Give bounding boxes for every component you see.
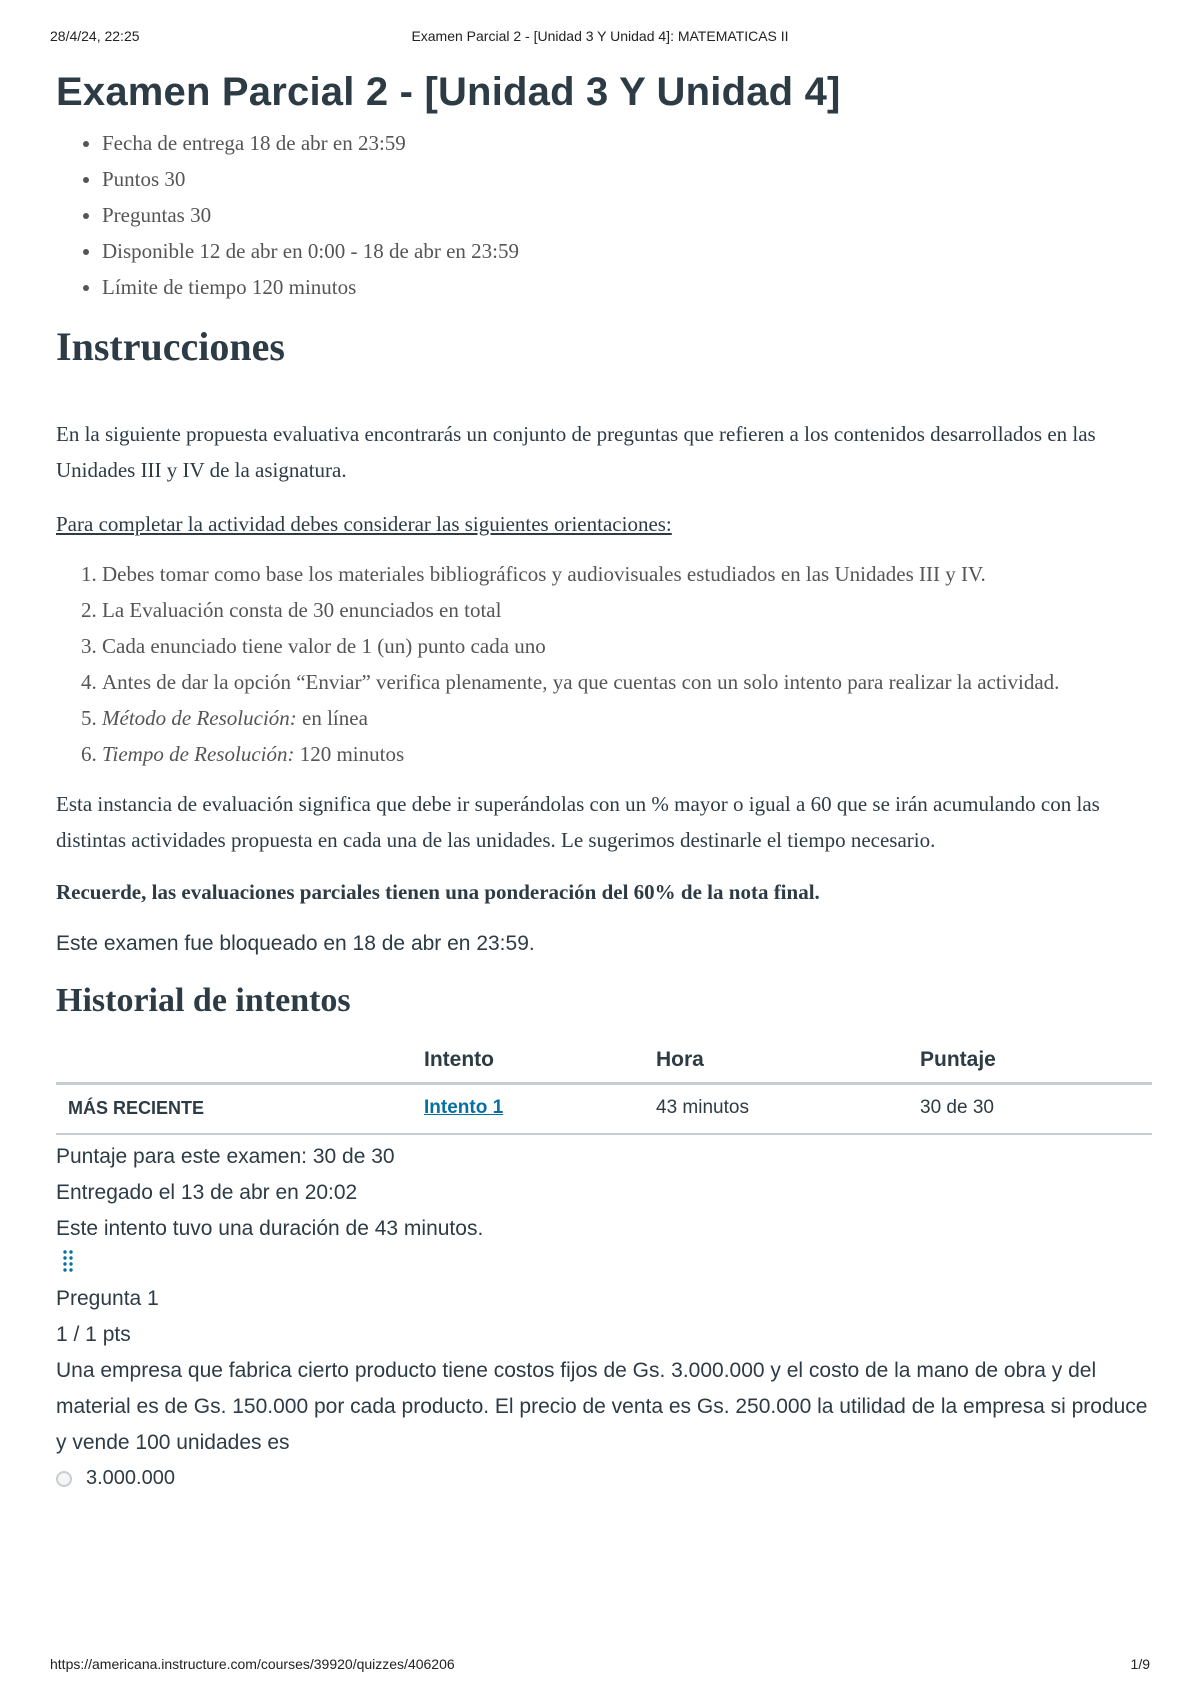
print-datetime: 28/4/24, 22:25 (50, 28, 140, 44)
answer-label: 3.000.000 (86, 1467, 175, 1489)
most-recent-label: MÁS RECIENTE (56, 1084, 412, 1135)
quiz-score: Puntaje para este examen: 30 de 30 (56, 1145, 395, 1168)
method-label: Método de Resolución: (102, 706, 297, 730)
question-text: Una empresa que fabrica cierto producto tiene costos fijos de Gs. 3.000.000 y el costo de la mano de obra y del material es de Gs. 150.000 por cada producto. El precio de venta es Gs. 250.000 la utilidad de la empresa si produce y vende 100 unidades es (56, 1359, 1148, 1454)
time-label: Tiempo de Resolución: (102, 742, 295, 766)
orientation-item: 2. La Evaluación consta de 30 enunciados en total (102, 592, 1156, 628)
orientation-item-time (102, 736, 1156, 772)
print-page-number: 1/9 (1130, 1656, 1150, 1672)
detail-available: • Disponible 12 de abr en 0:00 - 18 de abr en 23:59 (102, 233, 1156, 269)
print-page-title: Examen Parcial 2 - [Unidad 3 Y Unidad 4]: MATEMATICAS II (411, 28, 789, 44)
attempt-cell (412, 1084, 644, 1135)
attempts-table (56, 1042, 1152, 1135)
quiz-details-list (56, 125, 1156, 305)
instructions-heading: Instrucciones (56, 324, 285, 369)
column-header-time: Hora (644, 1042, 908, 1084)
method-value: en línea (296, 706, 368, 730)
column-header-label (56, 1042, 412, 1084)
orientations-list (56, 556, 1156, 772)
weighting-note: Recuerde, las evaluaciones parciales tienen una ponderación del 60% de la nota final. (56, 880, 820, 904)
quiz-title: Examen Parcial 2 - [Unidad 3 Y Unidad 4] (56, 70, 841, 114)
detail-due-date: • Fecha de entrega 18 de abr en 23:59 (102, 125, 1156, 161)
detail-questions: • Preguntas 30 (102, 197, 1156, 233)
attempt-link[interactable]: Intento 1 (424, 1097, 504, 1118)
orientations-heading: Para completar la actividad debes considerar las siguientes orientaciones: (56, 512, 672, 536)
detail-points: • Puntos 30 (102, 161, 1156, 197)
answer-option[interactable] (56, 1467, 1156, 1490)
print-url: https://americana.instructure.com/courses/39920/quizzes/406206 (50, 1656, 455, 1672)
submitted-date: Entregado el 13 de abr en 20:02 (56, 1181, 358, 1204)
question-number: Pregunta 1 (56, 1287, 159, 1310)
locked-note: Este examen fue bloqueado en 18 de abr en 23:59. (56, 932, 535, 955)
radio-icon[interactable] (56, 1471, 72, 1487)
instructions-intro: En la siguiente propuesta evaluativa encontrarás un conjunto de preguntas que refieren a los contenidos desarrollados en las Unidades III y IV de la asignatura. (56, 422, 1096, 482)
quiz-content (56, 70, 1156, 1490)
print-header (50, 28, 1150, 48)
attempts-header-row (56, 1042, 1152, 1084)
question-block (56, 1281, 1156, 1490)
time-value: 120 minutos (294, 742, 405, 766)
history-heading: Historial de intentos (56, 982, 351, 1019)
orientation-item: 3. Cada enunciado tiene valor de 1 (un) punto cada uno (102, 628, 1156, 664)
detail-time-limit: • Límite de tiempo 120 minutos (102, 269, 1156, 305)
evaluation-paragraph: Esta instancia de evaluación significa que debe ir superándolas con un % mayor o igual a 60 que se irán acumulando con las distintas actividades propuesta en cada una de las unidades. Le sugerimos destinarle el tiempo necesario. (56, 792, 1100, 852)
table-row (56, 1084, 1152, 1135)
drag-handle-icon[interactable] (56, 1249, 1156, 1281)
attempt-summary (56, 1139, 1156, 1247)
question-points: 1 / 1 pts (56, 1323, 131, 1346)
print-footer (50, 1656, 1150, 1676)
time-cell: 43 minutos (644, 1084, 908, 1135)
column-header-attempt: Intento (412, 1042, 644, 1084)
orientation-item: 1. Debes tomar como base los materiales bibliográficos y audiovisuales estudiados en las Unidades III y IV. (102, 556, 1156, 592)
orientation-item: 4. Antes de dar la opción “Enviar” verifica plenamente, ya que cuentas con un solo intento para realizar la actividad. (102, 664, 1156, 700)
orientation-item-method (102, 700, 1156, 736)
attempt-duration: Este intento tuvo una duración de 43 minutos. (56, 1217, 484, 1240)
score-cell: 30 de 30 (908, 1084, 1152, 1135)
column-header-score: Puntaje (908, 1042, 1152, 1084)
